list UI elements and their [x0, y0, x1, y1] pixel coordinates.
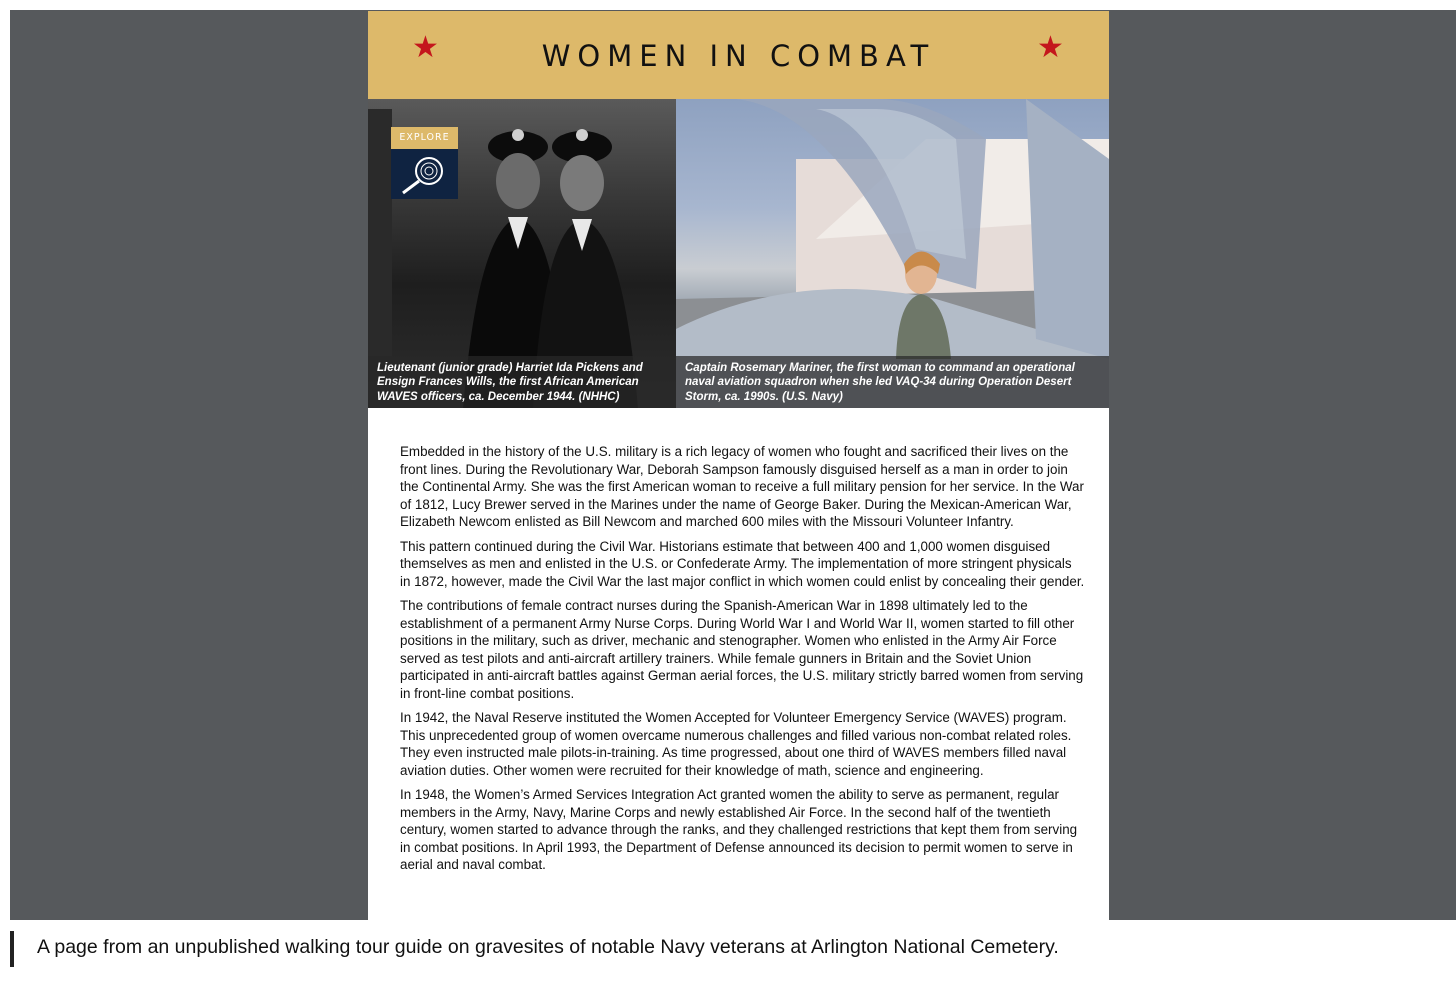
explore-label: EXPLORE	[391, 127, 458, 149]
document-viewer[interactable]	[10, 10, 1456, 920]
paragraph: The contributions of female contract nurses during the Spanish-American War in 1898 ultimately led to the establishment of a permanent Army Nurse Corps. During World War I and World War II, women started to fill other positions in the military, such as driver, mechanic and stenographer. Women who enlisted in the Army Air Force served as test pilots and anti-aircraft artillery trainers. While female gunners in Britain and the Soviet Union participated in anti-aircraft battles against German aerial forces, the U.S. military strictly barred women from serving in front-line combat positions.	[400, 598, 1084, 701]
page-title: WOMEN IN COMBAT	[541, 39, 936, 73]
article-body	[400, 443, 1085, 881]
star-icon: ★	[1037, 30, 1064, 65]
title-banner	[368, 11, 1109, 99]
caption-accent-bar	[10, 931, 14, 967]
photo-rosemary-mariner	[676, 99, 1109, 408]
photo-caption: Lieutenant (junior grade) Harriet Ida Pickens and Ensign Frances Wills, the first African American WAVES officers, ca. December 1944. (NHHC)	[377, 361, 643, 403]
photo-waves-officers	[368, 99, 676, 408]
paragraph: In 1942, the Naval Reserve instituted the Women Accepted for Volunteer Emergency Service (WAVES) program. This unprecedented group of women overcame numerous challenges and filled various non-combat related roles. They even instructed male pilots-in-training. As time progressed, about one third of WAVES members filled naval aviation duties. Other women were recruited for their knowledge of math, science and engineering.	[400, 710, 1072, 778]
photo-caption: Captain Rosemary Mariner, the first woman to command an operational naval aviation squadron when she led VAQ-34 during Operation Desert Storm, ca. 1990s. (U.S. Navy)	[685, 361, 1075, 403]
document-page	[368, 11, 1109, 920]
magnifier-fingerprint-icon	[391, 149, 458, 199]
paragraph: In 1948, the Women’s Armed Services Integration Act granted women the ability to serve as permanent, regular members in the Army, Navy, Marine Corps and newly established Air Force. In the second half of the twentieth century, women started to advance through the ranks, and they challenged restrictions that kept them from serving in combat positions. In April 1993, the Department of Defense announced its decision to permit women to serve in aerial and naval combat.	[400, 787, 1078, 872]
paragraph: Embedded in the history of the U.S. military is a rich legacy of women who fought and sacrificed their lives on the front lines. During the Revolutionary War, Deborah Sampson famously disguised herself as a man in order to join the Continental Army. She was the first American woman to receive a full military pension for her service. In the War of 1812, Lucy Brewer served in the Marines under the name of George Baker. During the Mexican-American War, Elizabeth Newcom enlisted as Bill Newcom and marched 600 miles with the Missouri Volunteer Infantry.	[400, 444, 1084, 529]
paragraph: This pattern continued during the Civil War. Historians estimate that between 400 and 1,000 women disguised themselves as men and enlisted in the U.S. or Confederate Army. The implementation of more stringent physicals in 1872, however, made the Civil War the last major conflict in which women could enlist by concealing their gender.	[400, 538, 1085, 589]
star-icon: ★	[412, 30, 439, 65]
figure-caption: A page from an unpublished walking tour guide on gravesites of notable Navy veterans at Arlington National Cemetery.	[37, 936, 1059, 958]
explore-badge[interactable]	[391, 127, 458, 199]
